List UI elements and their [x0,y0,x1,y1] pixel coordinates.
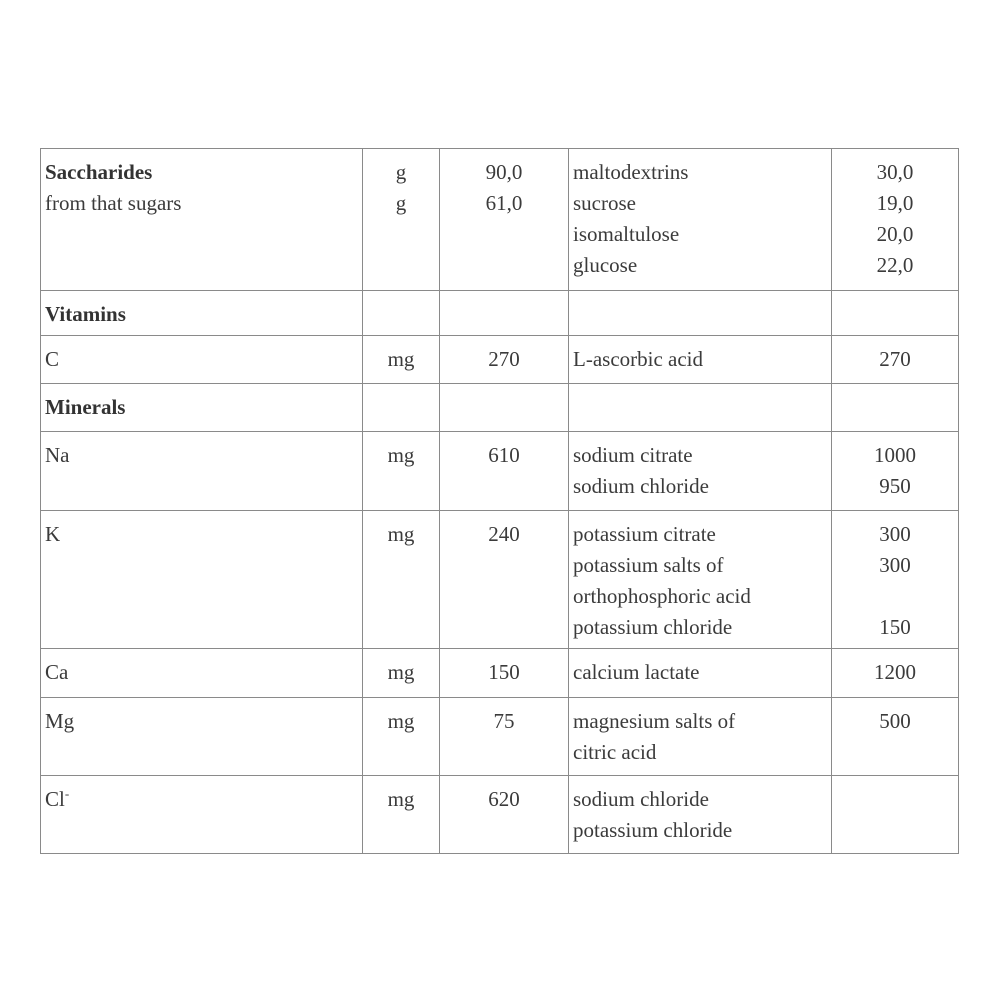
substance-text: Minerals [45,395,126,419]
amount-value: 270 [488,347,520,371]
substance-group-heading [45,299,358,330]
cell-substance [41,291,363,336]
amount-value: 150 [488,660,520,684]
cell-amount [440,432,569,511]
cell-ingredient-source [569,336,832,384]
cell-substance [41,336,363,384]
ingredient-label: sodium citrate [573,443,693,467]
substance-text: C [45,347,60,371]
ingredient-amount-value: 1200 [874,660,916,684]
unit-label: mg [387,443,415,467]
amount-value: 90,0 [485,160,523,184]
unit-label: mg [387,660,415,684]
substance-text: Saccharides [45,160,153,184]
cell-amount [440,698,569,776]
cell-ingredient-source [569,698,832,776]
substance-label [45,440,358,471]
substance-label [45,657,358,688]
unit-label: g [395,160,407,184]
cell-substance [41,432,363,511]
table-row [41,291,959,336]
cell-unit [363,649,440,698]
cell-ingredient-source [569,291,832,336]
ingredient-label: magnesium salts of [573,709,736,733]
cell-ingredient-amount [832,336,959,384]
substance-group-heading [45,392,358,423]
cell-unit [363,291,440,336]
ingredient-amount-value: 1000 [874,443,916,467]
ingredient-label: sodium chloride [573,474,709,498]
substance-text: K [45,522,61,546]
ingredient-amount-value: 500 [879,709,911,733]
table-row [41,149,959,291]
ingredient-amount-value: 22,0 [876,253,914,277]
ingredient-label: sucrose [573,191,636,215]
substance-label [45,519,358,550]
cell-substance [41,649,363,698]
table-row [41,511,959,649]
cell-substance [41,776,363,854]
cell-substance [41,149,363,291]
ingredient-label: maltodextrins [573,160,689,184]
cell-unit [363,432,440,511]
ingredient-amount-value: 20,0 [876,222,914,246]
cell-ingredient-amount [832,149,959,291]
unit-label: g [395,191,407,215]
ingredient-label: orthophosphoric acid [573,584,751,608]
substance-text: from that sugars [45,191,182,215]
ingredient-label: isomaltulose [573,222,680,246]
ingredient-amount-value: 30,0 [876,160,914,184]
table-row [41,336,959,384]
cell-amount [440,511,569,649]
cell-ingredient-amount [832,698,959,776]
table-row [41,384,959,432]
unit-label: mg [387,787,415,811]
ingredient-label: citric acid [573,740,657,764]
ingredient-amount-value: 150 [879,615,911,639]
cell-unit [363,149,440,291]
substance-label [45,706,358,737]
cell-ingredient-source [569,384,832,432]
amount-value: 610 [488,443,520,467]
cell-amount [440,384,569,432]
ingredient-amount-value: 270 [879,347,911,371]
ingredient-amount-value: 950 [879,474,911,498]
cell-unit [363,511,440,649]
cell-unit [363,698,440,776]
substance-text: Na [45,443,70,467]
ingredient-label: potassium salts of [573,553,724,577]
substance-label [45,344,358,375]
cell-ingredient-amount [832,432,959,511]
cell-ingredient-amount [832,291,959,336]
ingredient-label: potassium citrate [573,522,716,546]
cell-substance [41,384,363,432]
unit-label: mg [387,709,415,733]
cell-amount [440,336,569,384]
ingredient-label: potassium chloride [573,818,733,842]
unit-label: mg [387,347,415,371]
cell-ingredient-source [569,432,832,511]
substance-label [45,784,358,815]
cell-amount [440,149,569,291]
amount-value: 61,0 [485,191,523,215]
cell-ingredient-source [569,149,832,291]
cell-ingredient-source [569,649,832,698]
unit-label: mg [387,522,415,546]
ingredient-amount-value: 300 [879,553,911,577]
cell-amount [440,291,569,336]
ingredient-amount-value: 300 [879,522,911,546]
substance-text: Vitamins [45,302,126,326]
cell-unit [363,384,440,432]
table-row [41,776,959,854]
ingredient-label: potassium chloride [573,615,733,639]
cell-ingredient-source [569,511,832,649]
substance-text: Ca [45,660,69,684]
cell-unit [363,776,440,854]
ingredient-label: glucose [573,253,638,277]
cell-ingredient-amount [832,384,959,432]
nutrition-table-body [41,149,959,854]
substance-text: Cl [45,787,65,811]
substance-text: Mg [45,709,75,733]
cell-substance [41,698,363,776]
cell-ingredient-amount [832,776,959,854]
substance-label [45,188,358,219]
amount-value: 620 [488,787,520,811]
table-row [41,432,959,511]
cell-amount [440,649,569,698]
cell-ingredient-amount [832,649,959,698]
substance-group-heading [45,157,358,188]
cell-substance [41,511,363,649]
cell-ingredient-amount [832,511,959,649]
nutrition-table [40,148,959,854]
cell-amount [440,776,569,854]
superscript-charge: - [64,786,70,801]
table-row [41,649,959,698]
table-row [41,698,959,776]
ingredient-amount-value: 19,0 [876,191,914,215]
ingredient-label: sodium chloride [573,787,709,811]
amount-value: 240 [488,522,520,546]
ingredient-amount-value [836,581,954,612]
cell-ingredient-source [569,776,832,854]
ingredient-label: L-ascorbic acid [573,347,704,371]
cell-unit [363,336,440,384]
ingredient-label: calcium lactate [573,660,700,684]
amount-value: 75 [493,709,515,733]
